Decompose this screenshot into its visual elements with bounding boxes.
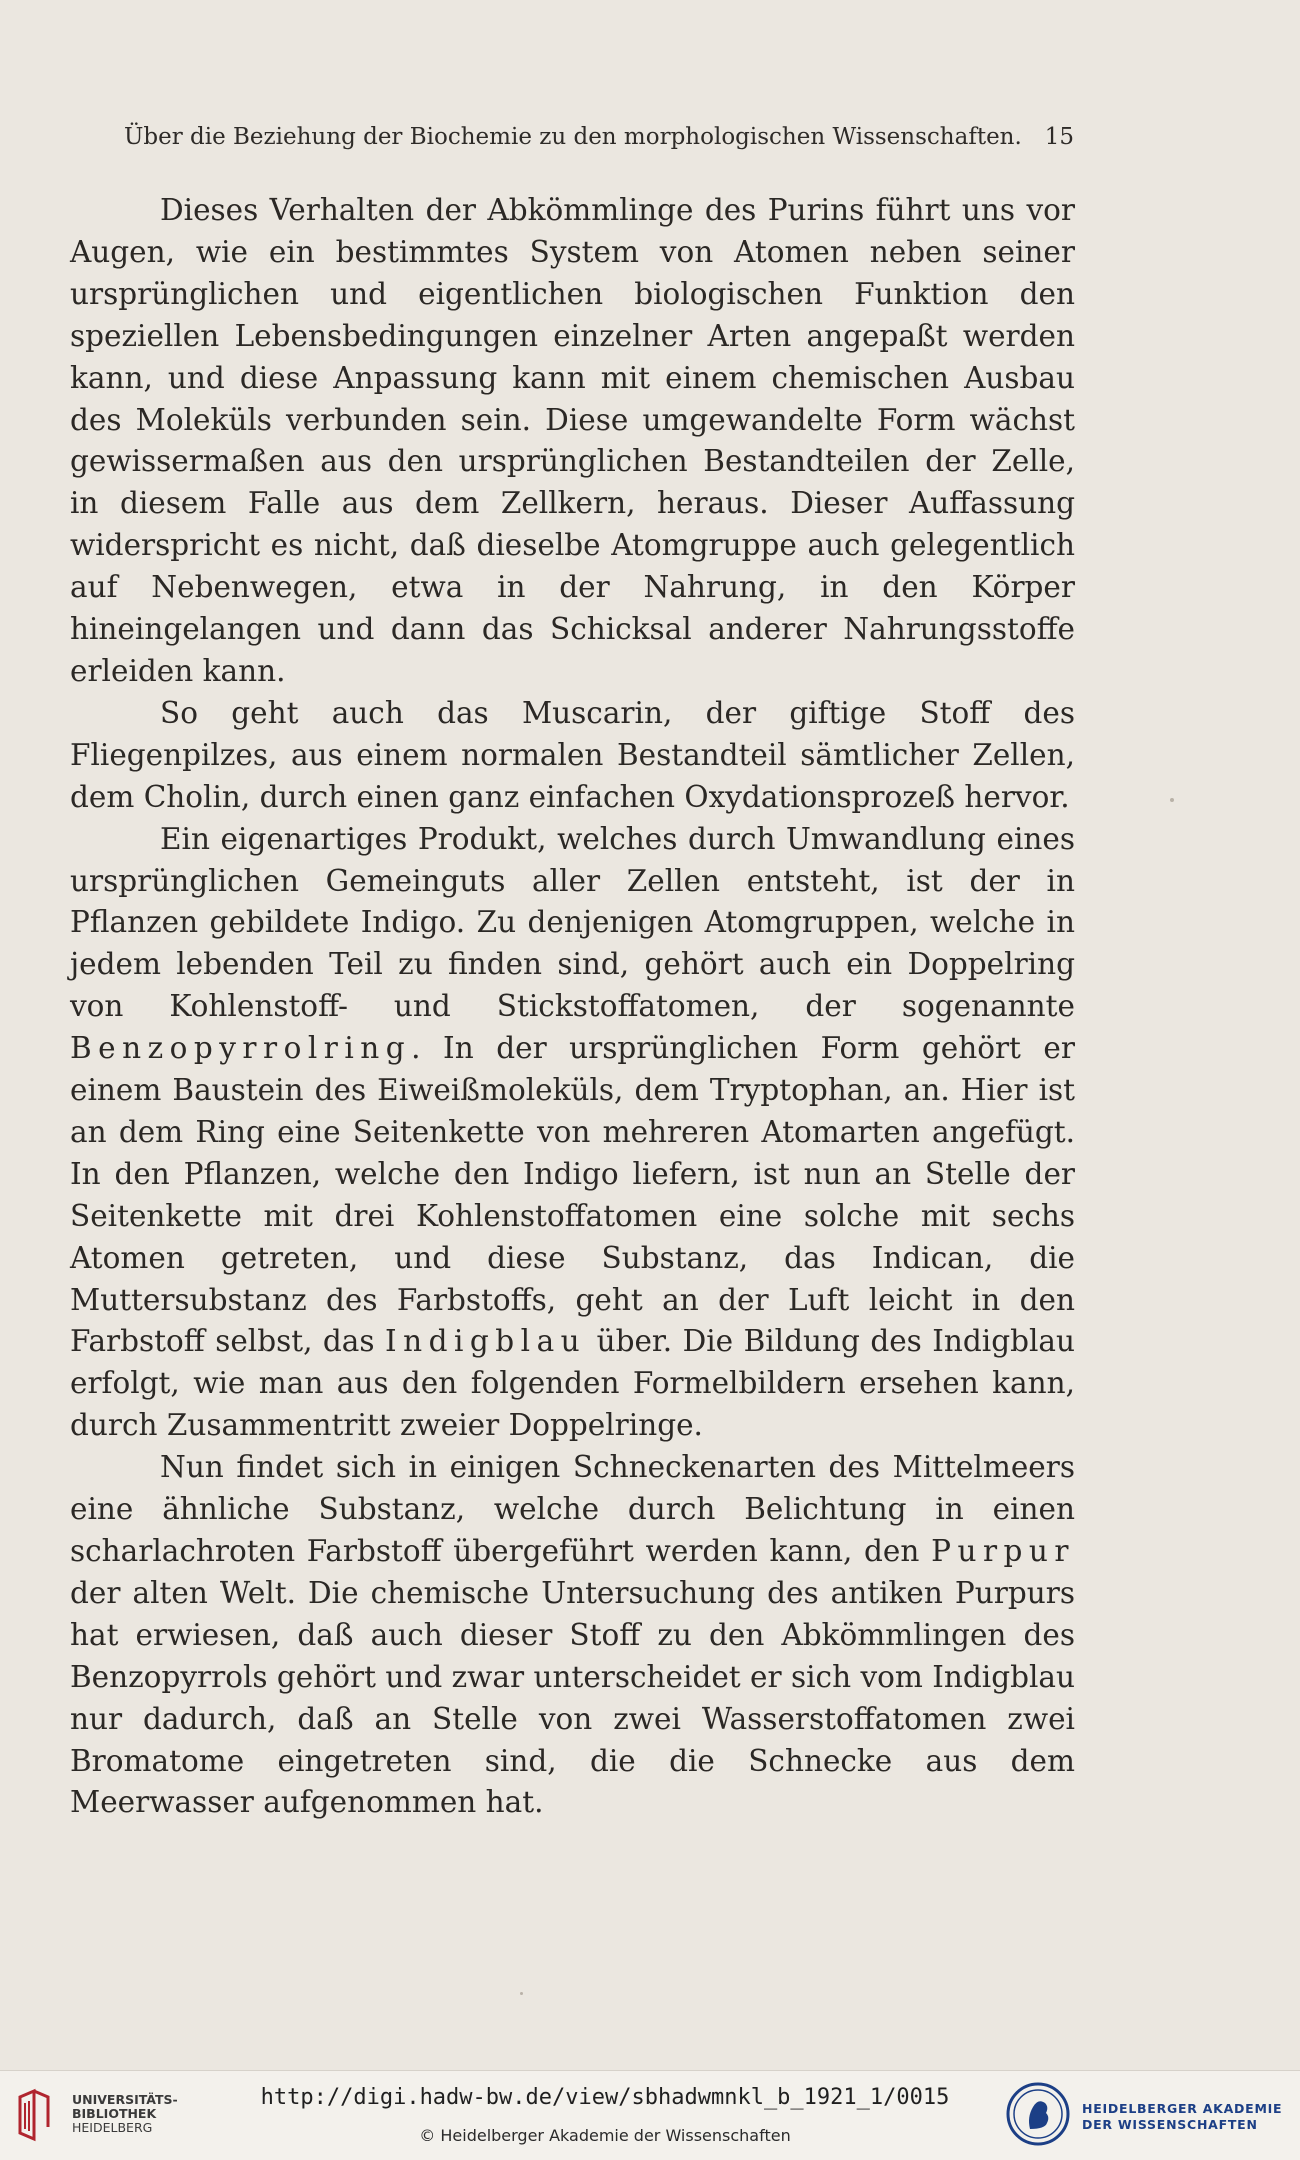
- ub-line-3: HEIDELBERG: [72, 2120, 153, 2135]
- ub-line-1: UNIVERSITÄTS-: [72, 2092, 178, 2107]
- copyright-notice: © Heidelberger Akademie der Wissenschaften: [419, 2126, 791, 2145]
- running-title: Über die Beziehung der Biochemie zu den morphologischen Wissenschaften.: [124, 124, 1022, 150]
- emphasized-term: Benzopyrrolring: [70, 1031, 412, 1066]
- university-library-logo-icon: [14, 2087, 64, 2143]
- academy-line-1: HEIDELBERGER AKADEMIE: [1082, 2101, 1283, 2116]
- paragraph-text: über. Die Bildung des Indigblau erfolgt, wie man aus den folgenden Formelbildern ersehen kann, durch Zusammentritt zweier Doppelringe.: [70, 1324, 1076, 1443]
- running-head: [124, 124, 1074, 150]
- permalink-url[interactable]: http://digi.hadw-bw.de/view/sbhadwmnkl_b_1921_1/0015: [260, 2085, 950, 2110]
- paragraph-text: Ein eigenartiges Produkt, welches durch Umwandlung eines ursprünglichen Gemeinguts aller Zellen entsteht, ist der in Pflanzen gebildete Indigo. Zu denjenigen Atomgruppen, welche in jedem lebenden Teil zu finden sind, gehört auch ein Doppelring von Kohlenstoff- und Stickstoffatomen, der sogenannte: [70, 821, 1075, 1024]
- academy-name: [1082, 2101, 1282, 2133]
- paragraph-text: Nun findet sich in einigen Schneckenarten des Mittelmeers eine ähnliche Substanz, welche durch Belichtung in einen scharlachroten Farbstoff übergeführt werden kann, den: [70, 1450, 1075, 1568]
- paper-speck: [520, 1992, 523, 1995]
- paragraph-text: So geht auch das Muscarin, der giftige Stoff des Fliegenpilzes, aus einem normalen Bestandteil sämtlicher Zellen, dem Cholin, durch einen ganz einfachen Oxydationsprozeß hervor.: [70, 695, 1075, 814]
- paragraph-text: der alten Welt. Die chemische Untersuchung des antiken Purpurs hat erwiesen, daß auch dieser Stoff zu den Abkömmlingen des Benzopyrrols gehört und zwar unterscheidet er sich vom Indigblau nur dadurch, daß an Stelle von zwei Wasserstoffatomen zwei Bromatome eingetreten sind, die die Schnecke aus dem Meerwasser aufgenommen hat.: [70, 1575, 1075, 1820]
- paragraph: [70, 190, 1075, 693]
- paragraph-text: Dieses Verhalten der Abkömmlinge des Purins führt uns vor Augen, wie ein bestimmtes System von Atomen neben seiner ursprünglichen und eigentlichen biologischen Funktion den speziellen Lebensbedingungen einzelner Arten angepaßt werden kann, und diese Anpassung kann mit einem chemischen Ausbau des Moleküls verbunden sein. Diese umgewandelte Form wächst gewissermaßen aus den ursprünglichen Bestandteilen der Zelle, in diesem Falle aus dem Zellkern, heraus. Dieser Auffassung widerspricht es nicht, daß dieselbe Atomgruppe auch gelegentlich auf Nebenwegen, etwa in der Nahrung, in den Körper hineingelangen und dann das Schicksal anderer Nahrungsstoffe erleiden kann.: [70, 193, 1075, 688]
- emphasized-term: Indigblau: [384, 1324, 587, 1359]
- academy-seal-icon: [1005, 2081, 1071, 2147]
- paper-speck: [1170, 798, 1174, 802]
- footer-bar: [0, 2070, 1300, 2160]
- paragraph: [70, 819, 1075, 1448]
- body-text: [70, 190, 1075, 1824]
- emphasized-term: Purpur: [931, 1534, 1075, 1568]
- ub-line-2: BIBLIOTHEK: [72, 2106, 157, 2121]
- university-library-name: [72, 2093, 178, 2135]
- academy-line-2: DER WISSENSCHAFTEN: [1082, 2117, 1258, 2132]
- paragraph: [70, 693, 1075, 819]
- page-number: 15: [1044, 124, 1074, 150]
- paragraph-text: . In der ursprünglichen Form gehört er einem Baustein des Eiweißmoleküls, dem Tryptophan, an. Hier ist an dem Ring eine Seitenkette von mehreren Atomarten angefügt. In den Pflanzen, welche den Indigo liefern, ist nun an Stelle der Seitenkette mit drei Kohlenstoffatomen eine solche mit sechs Atomen getreten, und diese Substanz, das Indican, die Muttersubstanz des Farbstoffs, geht an der Luft leicht in den Farbstoff selbst, das: [70, 1031, 1075, 1359]
- paragraph: [70, 1447, 1075, 1824]
